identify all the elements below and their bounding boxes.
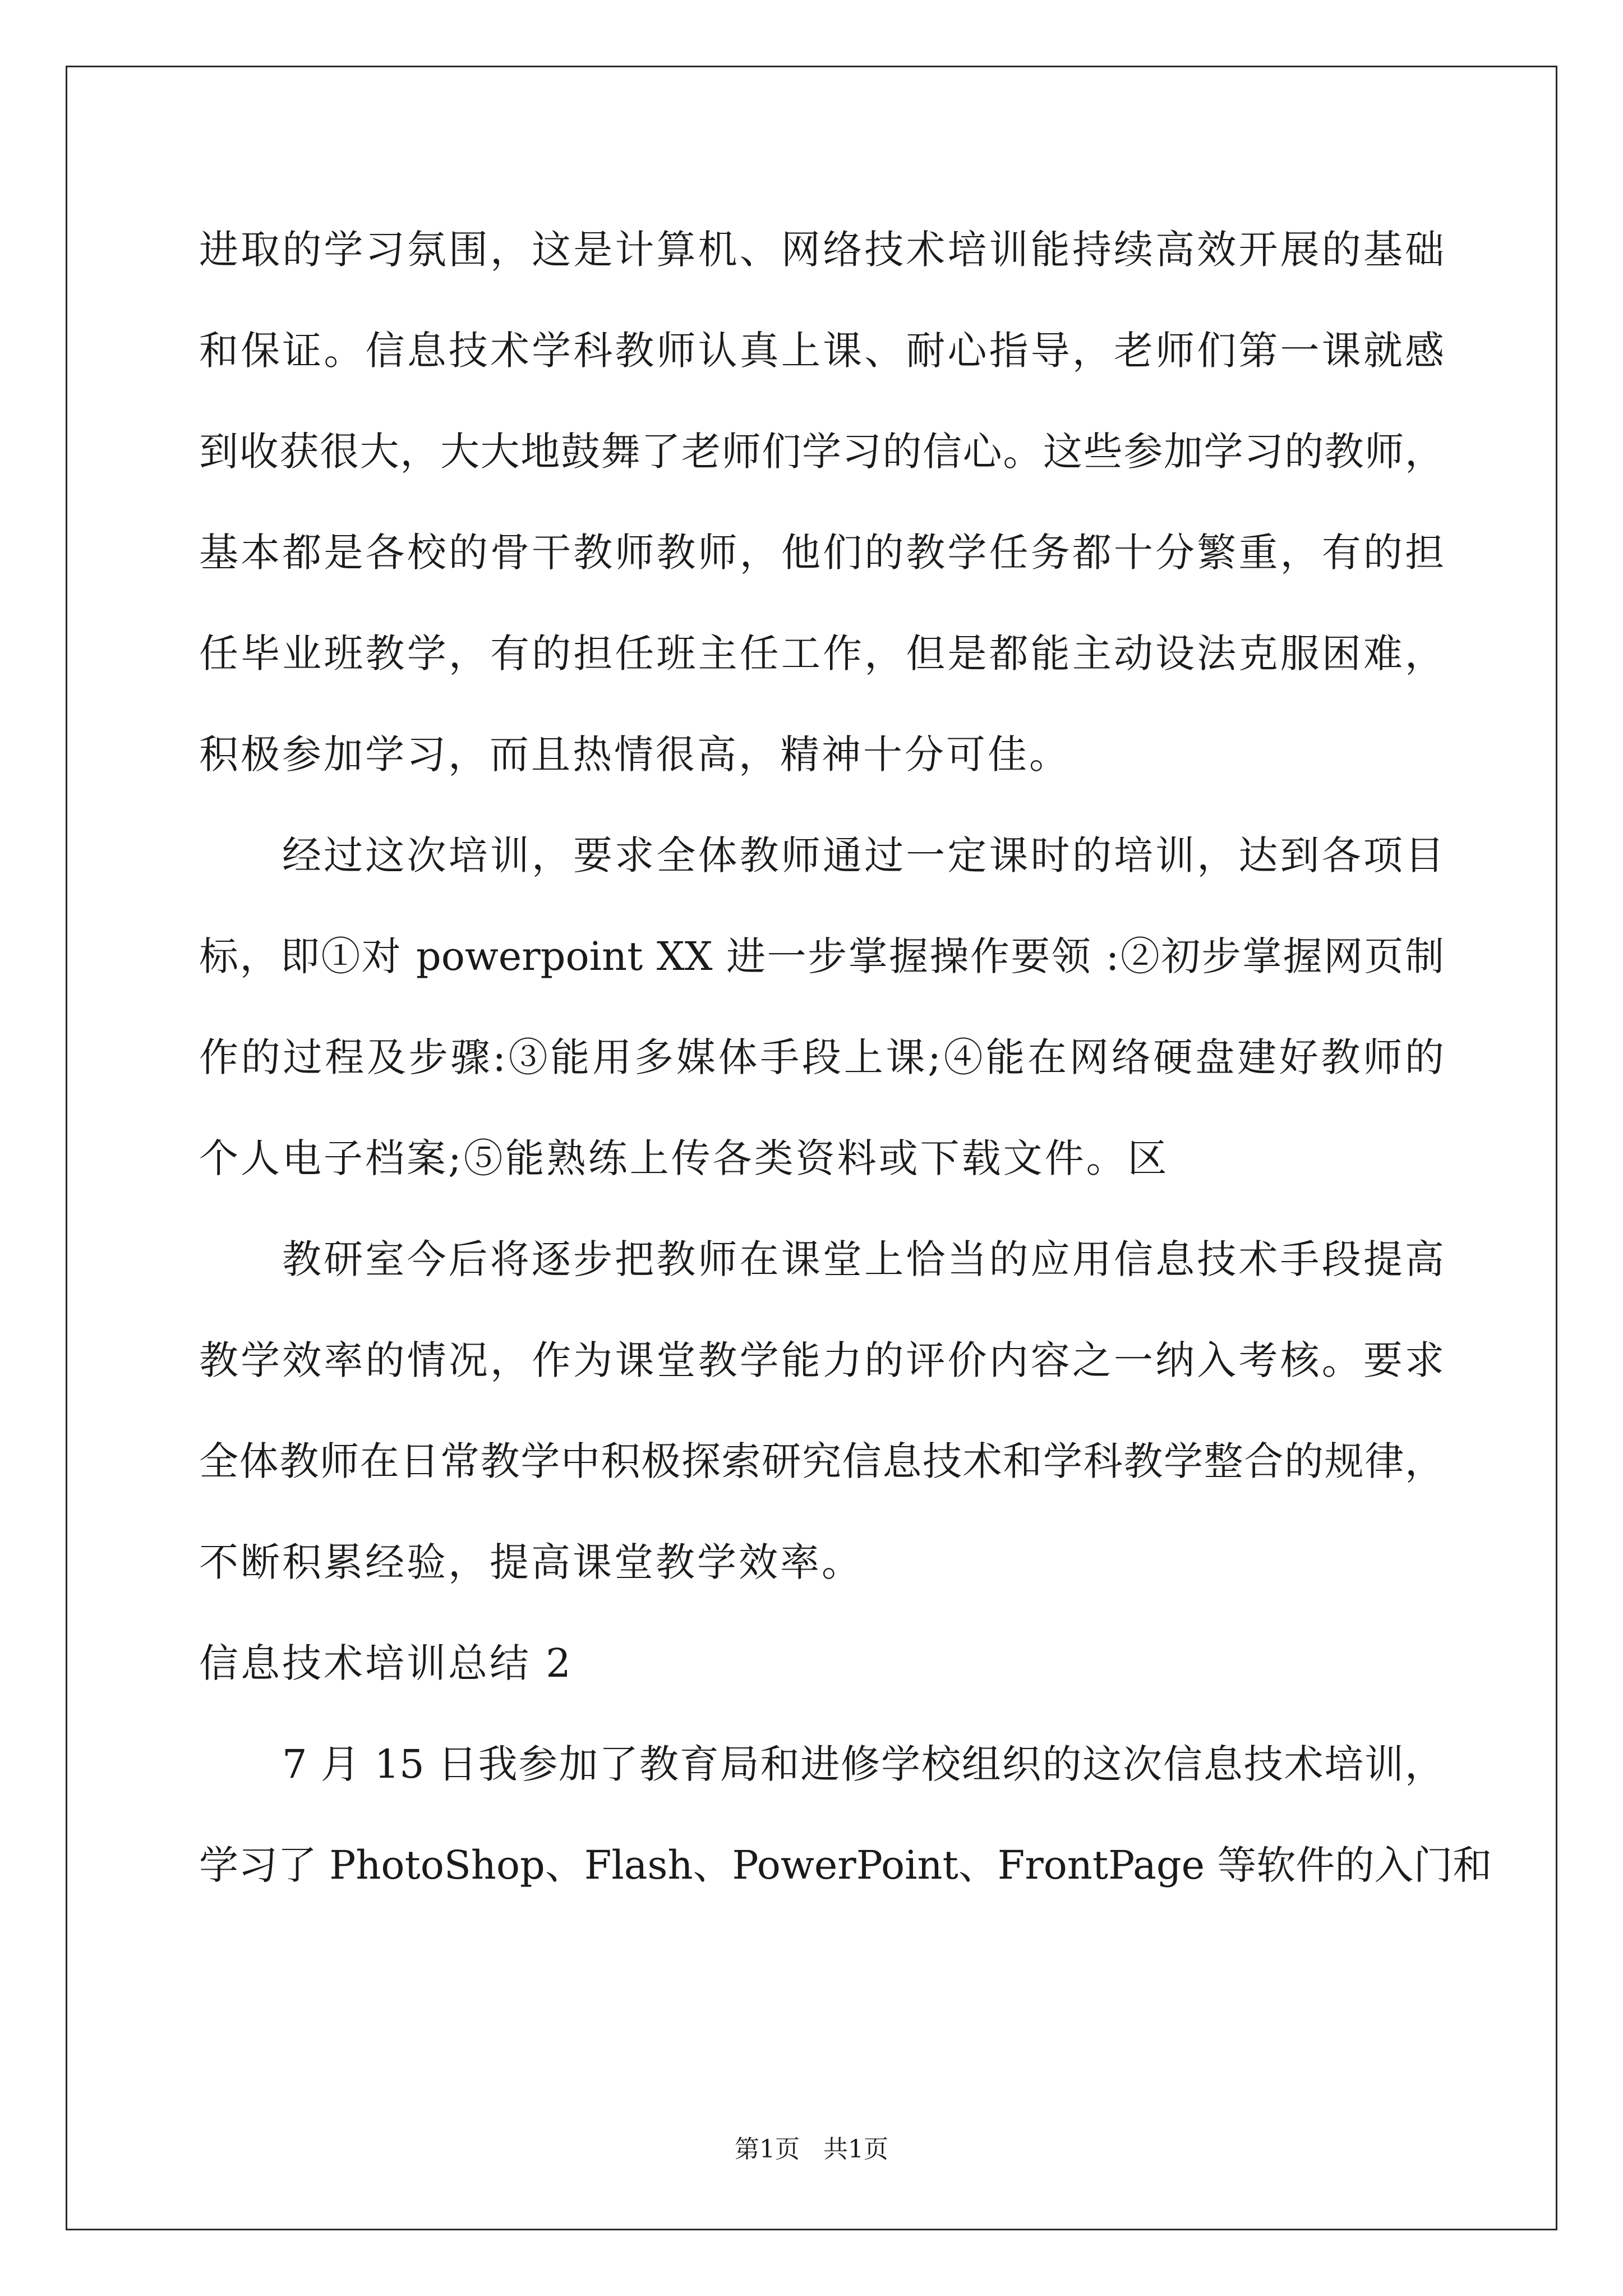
text-line: 到收获很大，大大地鼓舞了老师们学习的信心。这些参加学习的教师，: [199, 429, 1444, 475]
page-footer: 第1页 共1页: [735, 2135, 888, 2164]
text-line: 作的过程及步骤:③能用多媒体手段上课;④能在网络硬盘建好教师的: [199, 1034, 1444, 1080]
text-line: 和保证。信息技术学科教师认真上课、耐心指导，老师们第一课就感: [199, 328, 1444, 374]
text-line: 学习了 PhotoShop、Flash、PowerPoint、FrontPage 等软件的入门和: [199, 1842, 1492, 1888]
text-line: 积极参加学习，而且热情很高，精神十分可佳。: [199, 731, 1071, 777]
text-line: 7 月 15 日我参加了教育局和进修学校组织的这次信息技术培训，: [282, 1741, 1444, 1787]
text-line: 标，即①对 powerpoint XX 进一步掌握操作要领 :②初步掌握网页制: [199, 933, 1444, 979]
text-line: 教研室今后将逐步把教师在课堂上恰当的应用信息技术手段提高: [282, 1236, 1444, 1282]
text-line: 个人电子档案;⑤能熟练上传各类资料或下载文件。区: [199, 1135, 1169, 1181]
text-line: 经过这次培训，要求全体教师通过一定课时的培训，达到各项目: [282, 832, 1444, 878]
text-line: 不断积累经验，提高课堂教学效率。: [199, 1539, 863, 1585]
text-line: 全体教师在日常教学中积极探索研究信息技术和学科教学整合的规律，: [199, 1438, 1444, 1484]
text-line: 基本都是各校的骨干教师教师，他们的教学任务都十分繁重，有的担: [199, 530, 1444, 576]
text-line: 进取的学习氛围，这是计算机、网络技术培训能持续高效开展的基础: [199, 227, 1444, 273]
text-line: 教学效率的情况，作为课堂教学能力的评价内容之一纳入考核。要求: [199, 1337, 1444, 1383]
text-line: 信息技术培训总结 2: [199, 1640, 573, 1686]
text-line: 任毕业班教学，有的担任班主任工作，但是都能主动设法克服困难，: [199, 631, 1444, 677]
document-body: [199, 219, 1492, 1935]
